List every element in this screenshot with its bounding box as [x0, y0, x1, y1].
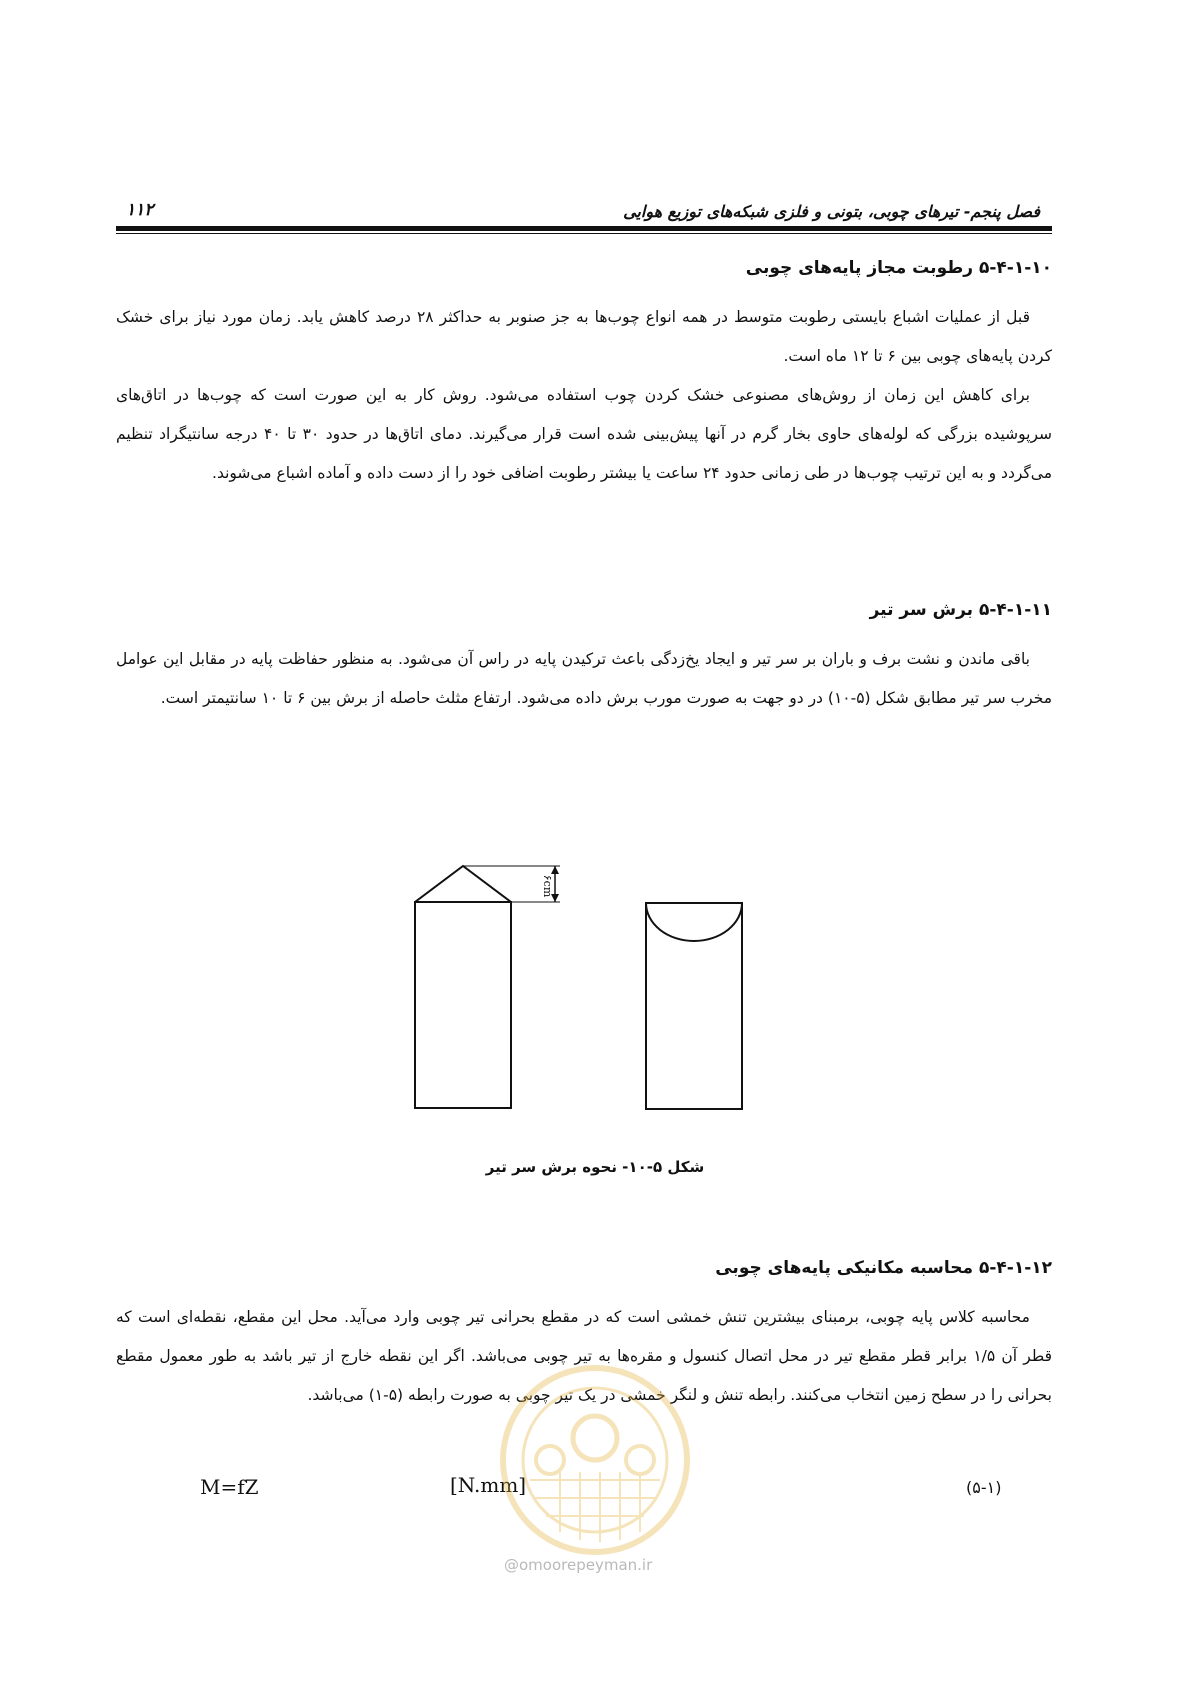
pole-left: [415, 902, 511, 1108]
paragraph: برای کاهش این زمان از روش‌های مصنوعی خشک کردن چوب استفاده می‌شود. روش کار به این صورت است که چوب‌ها در اتاق‌های سرپوشیده بزرگی که لوله‌های حاوی بخار گرم در آنها پیش‌بینی شده است قرار می‌گیرند. دمای اتاق‌ها در حدود ۳۰ تا ۴۰ درجه سانتیگراد تنظیم می‌گردد و به این ترتیب چوب‌ها در طی زمانی حدود ۲۴ ساعت یا بیشتر رطوبت اضافی خود را از دست داده و آماده اشباع می‌شوند.: [116, 386, 1052, 482]
equation-formula: M=fZ: [200, 1475, 259, 1499]
arc-cut: [646, 903, 742, 941]
paragraph: باقی ماندن و نشت برف و باران بر سر تیر و ایجاد یخ‌زدگی باعث ترکیدن پایه در راس آن می‌شود. به منظور حفاظت پایه در مقابل این عوامل مخرب سر تیر مطابق شکل (۵-۱۰) در دو جهت به صورت مورب برش داده می‌شود. ارتفاع مثلث حاصله از برش بین ۶ تا ۱۰ سانتیمتر است.: [116, 650, 1052, 707]
paragraph: محاسبه کلاس پایه چوبی، برمبنای بیشترین تنش خمشی است که در مقطع بحرانی تیر چوبی وارد می‌آید. محل این مقطع، نقطه‌ای است که قطر آن ۱/۵ برابر قطر مقطع تیر در محل اتصال کنسول و مقره‌ها به تیر چوبی می‌باشد. اگر این نقطه خارج از تیر باشد به طور معمول مقطع بحرانی را در سطح زمین انتخاب می‌کنند. رابطه تنش و لنگر خمشی در یک تیر چوبی به صورت رابطه (۵-۱) می‌باشد.: [116, 1308, 1052, 1404]
section-11-body: [116, 640, 1052, 718]
triangle-cut: [415, 866, 511, 902]
figure-caption: شکل ۵-۱۰- نحوه برش سر تیر: [485, 1158, 705, 1176]
dimension-arrow-up: [551, 866, 559, 874]
section-10-body: [116, 298, 1052, 493]
running-header-title: فصل پنجم- تیرهای چوبی، بتونی و فلزی شبکه‌های توزیع هوایی: [623, 202, 1040, 221]
watermark-seal-icon: [490, 1360, 700, 1560]
pole-top-cut-figure: [400, 860, 780, 1150]
watermark-url: @omoorepeyman.ir: [504, 1556, 653, 1574]
equation-unit: [N.mm]: [450, 1473, 527, 1497]
equation-number: (۵-۱): [966, 1478, 1002, 1497]
header-rule: [116, 226, 1052, 231]
paragraph: قبل از عملیات اشباع بایستی رطوبت متوسط در همه انواع چوب‌ها به جز صنوبر به حداکثر ۲۸ درصد کاهش یابد. زمان مورد نیاز برای خشک کردن پایه‌های چوبی بین ۶ تا ۱۲ ماه است.: [116, 308, 1052, 365]
section-heading-10: ۵-۴-۱-۱۰ رطوبت مجاز پایه‌های چوبی: [745, 258, 1052, 278]
header-rule-thin: [116, 233, 1052, 234]
section-heading-12: ۵-۴-۱-۱۲ محاسبه مکانیکی پایه‌های چوبی: [715, 1258, 1052, 1278]
dimension-label: ۶cm: [541, 874, 554, 898]
section-heading-11: ۵-۴-۱-۱۱ برش سر تیر: [869, 600, 1052, 620]
page-number: ۱۱۲: [126, 200, 154, 220]
pole-right: [646, 903, 742, 1109]
